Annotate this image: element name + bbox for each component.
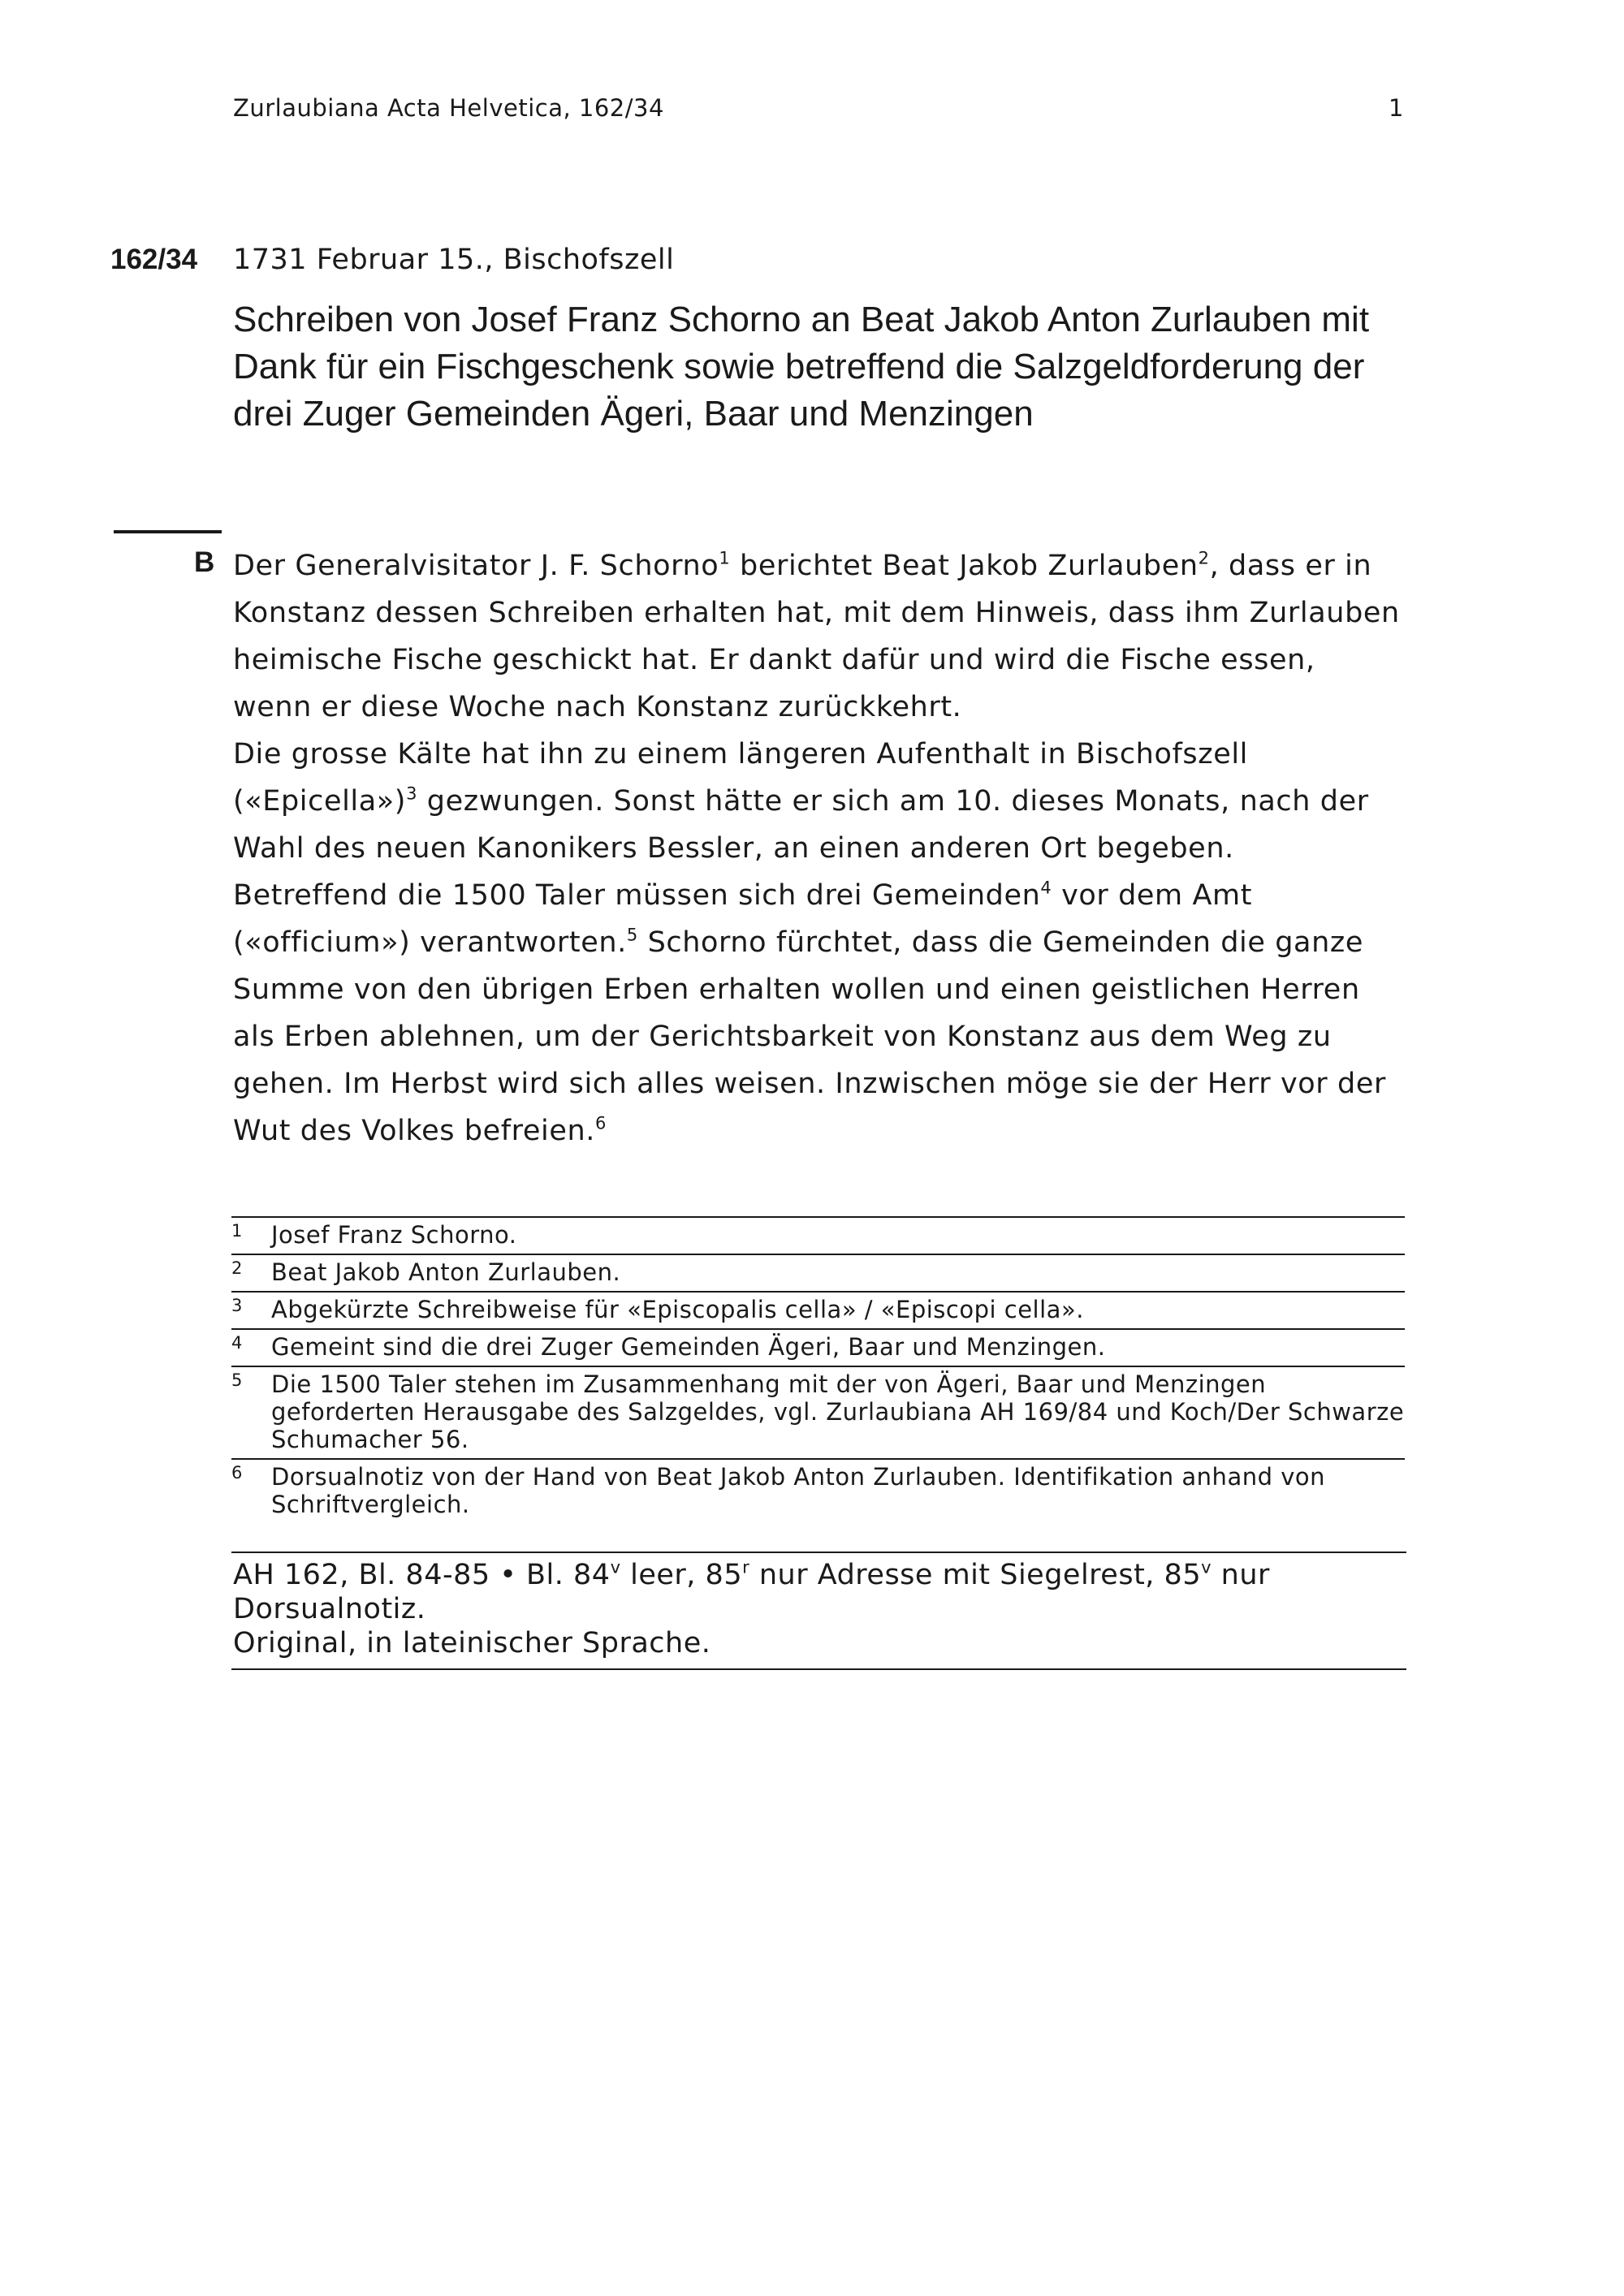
footnote <box>231 1293 1405 1330</box>
footnote <box>231 1330 1405 1367</box>
section-rule <box>114 530 222 533</box>
source-signature: AH 162, Bl. 84-85 • Bl. 84$^v$ leer, 85$^r$ nur Adresse mit Siegelrest, 85$^v$ nur Dorsualnotiz. <box>233 1557 1270 1625</box>
footnote <box>231 1367 1405 1460</box>
document-title: Schreiben von Josef Franz Schorno an Beat Jakob Anton Zurlauben mit Dank für ein Fischgeschenk sowie betreffend die Salzgeldforderung der drei Zuger Gemeinden Ägeri, Baar und Menzingen <box>233 300 1370 434</box>
page-number: 1 <box>1389 94 1404 122</box>
running-title: Zurlaubiana Acta Helvetica, 162/34 <box>233 94 664 122</box>
footnote-number: 2 <box>231 1258 243 1278</box>
footnote-number: 4 <box>231 1333 243 1353</box>
footnote-text: Die 1500 Taler stehen im Zusammenhang mit der von Ägeri, Baar und Menzingen geforderten Herausgabe des Salzgeldes, vgl. Zurlaubiana AH 169/84 und Koch/Der Schwarze Schumacher 56. <box>271 1370 1405 1453</box>
footnotes-list <box>231 1216 1405 1523</box>
footnote-text: Beat Jakob Anton Zurlauben. <box>271 1258 621 1286</box>
footnote-number: 6 <box>231 1463 243 1482</box>
summary-text <box>233 542 1402 1154</box>
footnote-text: Josef Franz Schorno. <box>271 1221 517 1249</box>
footnote <box>231 1218 1405 1255</box>
footnote <box>231 1460 1405 1523</box>
source-original-note: Original, in lateinischer Sprache. <box>233 1627 711 1659</box>
summary-marker: B <box>194 546 215 578</box>
summary-paragraph: Der Generalvisitator J. F. Schorno$^1$ berichtet Beat Jakob Zurlauben$^2$, dass er in Konstanz dessen Schreiben erhalten hat, mit dem Hinweis, dass ihm Zurlauben heimische Fische geschickt hat. Er dankt dafür und wird die Fische essen, wenn er diese Woche nach Konstanz zurückkehrt. <box>233 548 1400 723</box>
footnote-number: 3 <box>231 1296 243 1315</box>
footnote-ref[interactable]: 3 <box>406 783 418 804</box>
footnote-text: Gemeint sind die drei Zuger Gemeinden Ägeri, Baar und Menzingen. <box>271 1333 1106 1361</box>
footnote-ref[interactable]: 6 <box>594 1113 607 1133</box>
footnote-ref[interactable]: 4 <box>1040 878 1052 898</box>
footnote-number: 1 <box>231 1221 243 1241</box>
summary-paragraph: Betreffend die 1500 Taler müssen sich drei Gemeinden$^4$ vor dem Amt («officium») verantworten.$^5$ Schorno fürchtet, dass die Gemeinden die ganze Summe von den übrigen Erben erhalten wollen und einen geistlichen Herren als Erben ablehnen, um der Gerichtsbarkeit von Konstanz aus dem Weg zu gehen. Im Herbst wird sich alles weisen. Inzwischen möge sie der Herr vor der Wut des Volkes befreien.$^6$ <box>233 878 1386 1147</box>
summary-paragraph: Die grosse Kälte hat ihn zu einem längeren Aufenthalt in Bischofszell («Epicella»)$^3$ gezwungen. Sonst hätte er sich am 10. dieses Monats, nach der Wahl des neuen Kanonikers Bessler, an einen anderen Ort begeben. <box>233 738 1369 865</box>
footnote-ref[interactable]: 2 <box>1198 548 1210 568</box>
footnote-text: Dorsualnotiz von der Hand von Beat Jakob Anton Zurlauben. Identifikation anhand von Schriftvergleich. <box>271 1463 1326 1518</box>
footnote-ref[interactable]: 1 <box>719 548 731 568</box>
document-date-place: 1731 Februar 15., Bischofszell <box>233 244 675 276</box>
footnote-ref[interactable]: 5 <box>626 925 638 945</box>
document-number: 162/34 <box>110 244 198 275</box>
footnote-text: Abgekürzte Schreibweise für «Episcopalis cella» / «Episcopi cella». <box>271 1296 1084 1323</box>
footnote <box>231 1255 1405 1293</box>
source-info <box>231 1552 1406 1670</box>
footnote-number: 5 <box>231 1370 243 1390</box>
